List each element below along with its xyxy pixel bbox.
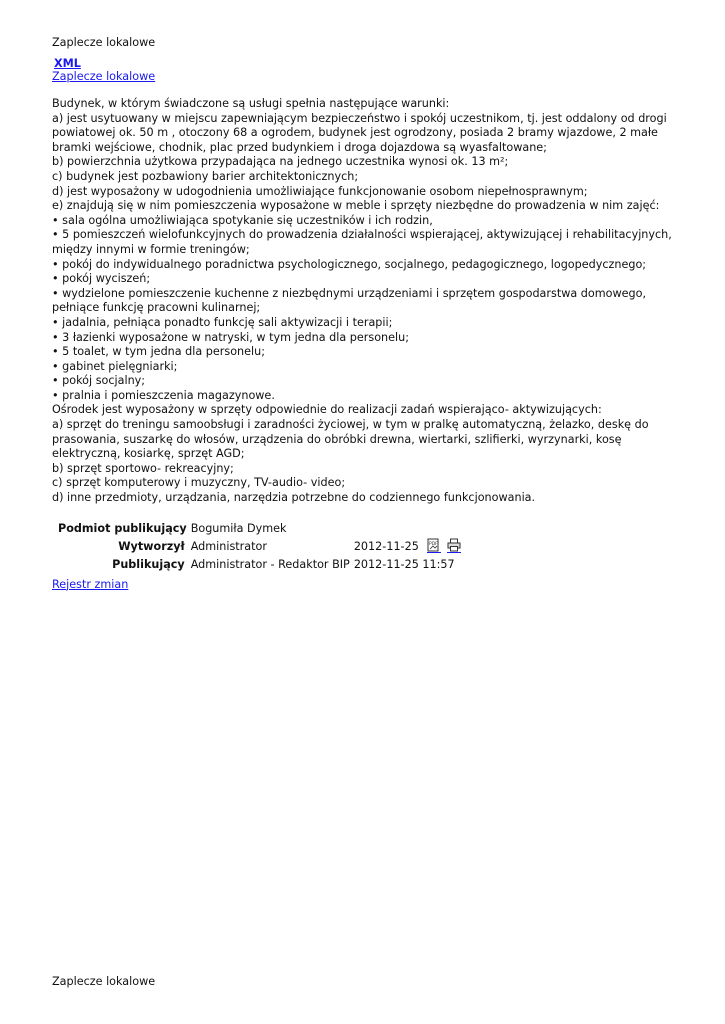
metadata-row-publikujacy — [52, 556, 463, 574]
body-line: c) budynek jest pozbawiony barier architektonicznych; — [52, 169, 359, 183]
action-icons — [421, 538, 463, 556]
rejestr-zmian-link[interactable]: Rejestr zmian — [52, 577, 129, 591]
page-header-title: Zaplecze lokalowe — [52, 36, 156, 49]
body-line: • 5 pomieszczeń wielofunkcyjnych do prowadzenia działalności wspierającej, aktywizującej i rehabilitacyjnych, między innymi w formie treningów; — [52, 228, 672, 256]
svg-text:PDF: PDF — [428, 542, 438, 548]
body-line: d) jest wyposażony w udogodnienia umożliwiające funkcjonowanie osobom niepełnosprawnym; — [52, 184, 588, 198]
publikujacy-date: 2012-11-25 11:57 — [353, 558, 455, 572]
body-line: Budynek, w którym świadczone są usługi spełnia następujące warunki: — [52, 97, 450, 110]
wytworzyl-label: Wytworzył — [118, 540, 185, 554]
pdf-icon[interactable] — [427, 538, 441, 553]
body-line: c) sprzęt komputerowy i muzyczny, TV-audio- video; — [52, 476, 346, 490]
body-line: e) znajdują się w nim pomieszczenia wyposażone w meble i sprzęty niezbędne do prowadzenia w nim zajęć: — [52, 199, 660, 213]
body-line: • wydzielone pomieszczenie kuchenne z niezbędnymi urządzeniami i sprzętem gospodarstwa domowego, pełniące funkcję pracowni kulinarnej; — [52, 286, 647, 315]
body-line: • pralnia i pomieszczenia magazynowe. — [52, 388, 275, 402]
body-line: d) inne przedmioty, urządzania, narzędzia potrzebne do codziennego funkcjonowania. — [52, 491, 536, 505]
page-footer-title: Zaplecze lokalowe — [52, 975, 156, 988]
wytworzyl-value: Administrator — [190, 540, 267, 554]
xml-link[interactable]: XML — [54, 57, 81, 70]
body-line: a) sprzęt do treningu samoobsługi i zaradności życiowej, w tym w pralkę automatyczną, żelazko, deskę do prasowania, suszarkę do włosów, urządzenia do obróbki drewna, wiertarki, szlifierki, wyrzynarki, kosę elektryczną, kosiarkę, sprzęt AGD; — [52, 418, 649, 461]
publikujacy-label: Publikujący — [112, 558, 185, 572]
body-line: • pokój socjalny; — [52, 374, 146, 388]
publikujacy-value: Administrator - Redaktor BIP — [190, 558, 350, 572]
body-line: • 5 toalet, w tym jedna dla personelu; — [52, 345, 265, 359]
body-line: b) powierzchnia użytkowa przypadająca na jednego uczestnika wynosi ok. 13 m²; — [52, 155, 509, 169]
body-line: • pokój wyciszeń; — [52, 272, 151, 286]
body-line: • jadalnia, pełniąca ponadto funkcję sali aktywizacji i terapii; — [52, 315, 393, 329]
article-body — [52, 97, 682, 506]
body-line: • gabinet pielęgniarki; — [52, 359, 178, 373]
wytworzyl-date: 2012-11-25 — [353, 540, 419, 554]
podmiot-value: Bogumiła Dymek — [190, 522, 287, 536]
body-line: a) jest usytuowany w miejscu zapewniającym bezpieczeństwo i spokój uczestnikom, tj. jest oddalony od drogi powiatowej ok. 50 m , otoczony 68 a ogrodem, budynek jest ogrodzony, posiada 2 bramy wjazdowe, 2 małe bramki wejściowe, chodnik, plac przed budynkiem i droga dojazdowa są wyasfaltowane; — [52, 111, 667, 154]
metadata-row-wytworzyl — [52, 538, 463, 556]
metadata-table — [52, 520, 463, 574]
body-line: • pokój do indywidualnego poradnictwa psychologicznego, socjalnego, pedagogicznego, logopedycznego; — [52, 257, 647, 271]
body-line: • 3 łazienki wyposażone w natryski, w tym jedna dla personelu; — [52, 330, 409, 344]
print-icon[interactable] — [447, 538, 461, 553]
page-content — [52, 36, 682, 591]
article-title-link[interactable]: Zaplecze lokalowe — [52, 70, 156, 83]
body-line: • sala ogólna umożliwiająca spotykanie się uczestników i ich rodzin, — [52, 213, 433, 227]
body-line: Ośrodek jest wyposażony w sprzęty odpowiednie do realizacji zadań wspierająco- aktywizujących: — [52, 403, 602, 417]
podmiot-label: Podmiot publikujący — [58, 522, 187, 536]
metadata-row-podmiot — [52, 520, 463, 538]
body-line: b) sprzęt sportowo- rekreacyjny; — [52, 461, 234, 475]
